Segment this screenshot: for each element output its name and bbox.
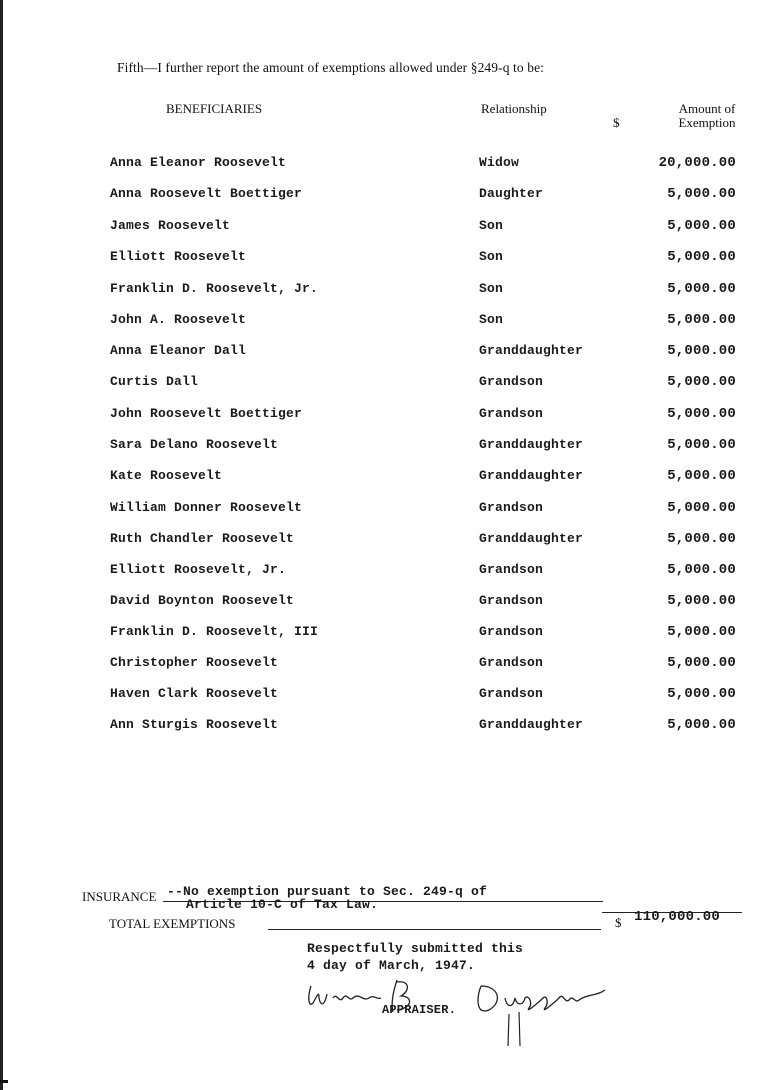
table-row: [0, 249, 765, 269]
exemption-amount: 5,000.00: [667, 406, 736, 422]
exemption-amount: 5,000.00: [667, 593, 736, 609]
table-row: [0, 155, 765, 175]
relationship: Granddaughter: [479, 717, 584, 732]
exemption-amount: 5,000.00: [667, 437, 736, 453]
total-amount: 110,000.00: [634, 909, 721, 925]
beneficiary-name: Franklin D. Roosevelt, Jr.: [110, 281, 319, 296]
header-amount-line1: Amount of: [678, 101, 736, 116]
table-row: [0, 531, 765, 551]
total-dollar-sign: $: [615, 915, 622, 930]
insurance-label: INSURANCE: [82, 889, 157, 904]
table-row: [0, 374, 765, 394]
beneficiary-name: Sara Delano Roosevelt: [110, 437, 279, 452]
insurance-note-line1: --No exemption pursuant to Sec. 249-q of: [167, 884, 488, 899]
beneficiary-name: Anna Eleanor Roosevelt: [110, 155, 287, 170]
header-dollar-sign: $: [613, 115, 620, 130]
exemption-amount: 5,000.00: [667, 500, 736, 516]
exemption-amount: 5,000.00: [667, 218, 736, 234]
relationship: Son: [479, 249, 504, 264]
exemption-amount: 5,000.00: [667, 468, 736, 484]
exemption-amount: 5,000.00: [667, 655, 736, 671]
table-row: [0, 312, 765, 332]
beneficiary-name: David Boynton Roosevelt: [110, 593, 295, 608]
table-row: [0, 437, 765, 457]
beneficiary-name: Ruth Chandler Roosevelt: [110, 531, 295, 546]
beneficiary-name: Anna Eleanor Dall: [110, 343, 247, 358]
exemption-amount: 5,000.00: [667, 686, 736, 702]
relationship: Grandson: [479, 562, 544, 577]
exemption-amount: 5,000.00: [667, 374, 736, 390]
relationship: Grandson: [479, 624, 544, 639]
exemption-amount: 5,000.00: [667, 186, 736, 202]
beneficiary-name: Kate Roosevelt: [110, 468, 223, 483]
table-row: [0, 686, 765, 706]
table-row: [0, 717, 765, 737]
exemption-amount: 5,000.00: [667, 624, 736, 640]
beneficiary-name: Elliott Roosevelt: [110, 249, 247, 264]
exemption-amount: 20,000.00: [658, 155, 736, 171]
beneficiary-name: Anna Roosevelt Boettiger: [110, 186, 303, 201]
closing-line1: Respectfully submitted this: [307, 941, 524, 956]
beneficiary-name: Christopher Roosevelt: [110, 655, 279, 670]
exemption-amount: 5,000.00: [667, 562, 736, 578]
table-row: [0, 593, 765, 613]
table-row: [0, 562, 765, 582]
table-row: [0, 500, 765, 520]
relationship: Granddaughter: [479, 531, 584, 546]
header-amount-line2: Exemption: [678, 115, 736, 130]
beneficiary-name: John A. Roosevelt: [110, 312, 247, 327]
beneficiary-name: Elliott Roosevelt, Jr.: [110, 562, 287, 577]
closing-line2: 4 day of March, 1947.: [307, 958, 476, 973]
table-row: [0, 218, 765, 238]
exemption-amount: 5,000.00: [667, 531, 736, 547]
relationship: Granddaughter: [479, 468, 584, 483]
relationship: Son: [479, 218, 504, 233]
header-relationship: Relationship: [481, 101, 547, 116]
total-exemptions-label: TOTAL EXEMPTIONS: [109, 916, 236, 931]
exemption-amount: 5,000.00: [667, 281, 736, 297]
table-row: [0, 468, 765, 488]
beneficiary-name: Franklin D. Roosevelt, III: [110, 624, 319, 639]
exemption-amount: 5,000.00: [667, 312, 736, 328]
relationship: Grandson: [479, 686, 544, 701]
exemption-amount: 5,000.00: [667, 249, 736, 265]
table-row: [0, 186, 765, 206]
relationship: Grandson: [479, 655, 544, 670]
total-rule: [268, 929, 601, 930]
beneficiary-name: Curtis Dall: [110, 374, 199, 389]
header-amount: [665, 102, 749, 130]
relationship: Grandson: [479, 406, 544, 421]
table-row: [0, 655, 765, 675]
beneficiary-name: Haven Clark Roosevelt: [110, 686, 279, 701]
relationship: Granddaughter: [479, 437, 584, 452]
appraiser-title: APPRAISER.: [382, 1003, 457, 1017]
insurance-note-line2: Article 10-C of Tax Law.: [186, 897, 379, 912]
intro-paragraph: Fifth—I further report the amount of exemptions allowed under §249-q to be:: [117, 60, 545, 75]
relationship: Son: [479, 281, 504, 296]
margin-mark: [0, 1080, 8, 1083]
exemption-amount: 5,000.00: [667, 717, 736, 733]
beneficiary-name: Ann Sturgis Roosevelt: [110, 717, 279, 732]
table-row: [0, 406, 765, 426]
header-beneficiaries: BENEFICIARIES: [166, 101, 263, 116]
table-row: [0, 624, 765, 644]
relationship: Grandson: [479, 374, 544, 389]
relationship: Widow: [479, 155, 520, 170]
table-row: [0, 343, 765, 363]
beneficiary-name: John Roosevelt Boettiger: [110, 406, 303, 421]
relationship: Son: [479, 312, 504, 327]
table-row: [0, 281, 765, 301]
beneficiary-name: William Donner Roosevelt: [110, 500, 303, 515]
relationship: Daughter: [479, 186, 544, 201]
relationship: Grandson: [479, 500, 544, 515]
relationship: Grandson: [479, 593, 544, 608]
beneficiary-name: James Roosevelt: [110, 218, 231, 233]
relationship: Granddaughter: [479, 343, 584, 358]
exemption-amount: 5,000.00: [667, 343, 736, 359]
